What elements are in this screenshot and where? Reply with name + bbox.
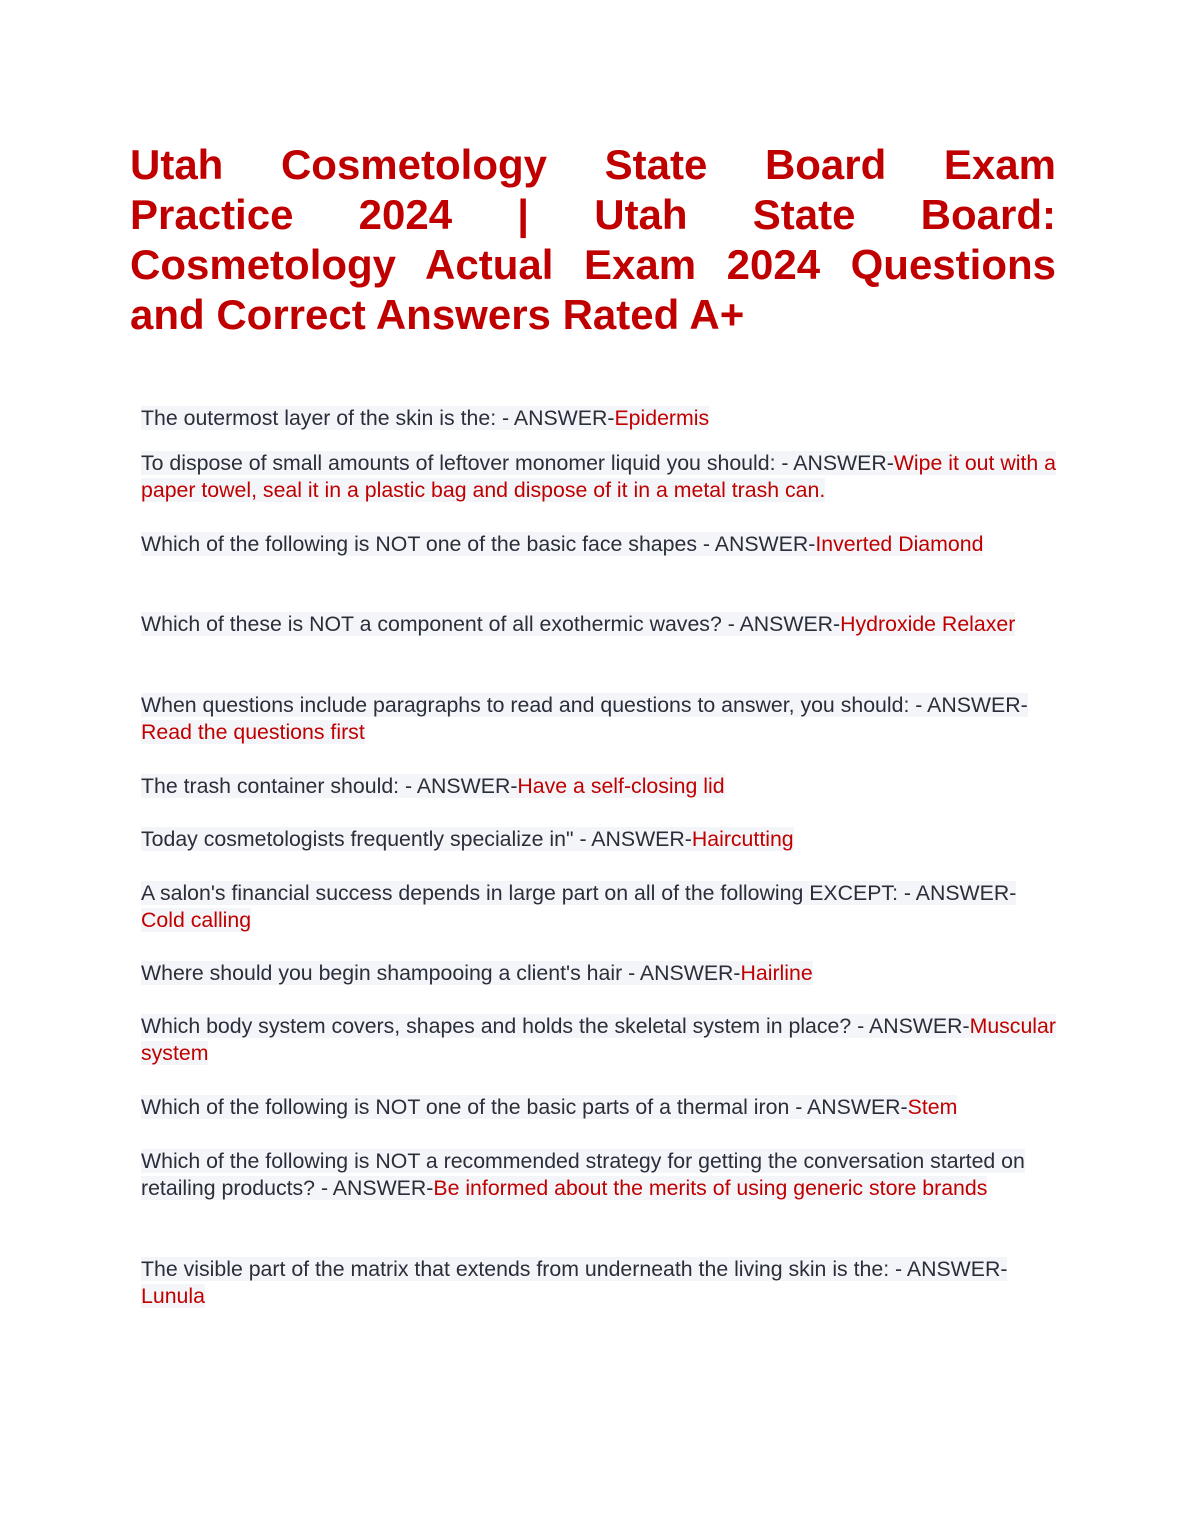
answer-text: Haircutting	[691, 827, 794, 851]
qa-highlight	[141, 612, 1015, 636]
qa-item	[141, 1094, 1056, 1121]
qa-item	[141, 773, 1056, 800]
answer-prefix: ANSWER-	[927, 693, 1028, 717]
answer-text: Read the questions first	[141, 720, 365, 745]
answer-prefix: ANSWER-	[793, 451, 894, 475]
question-text: Which body system covers, shapes and holds the skeletal system in place? -	[141, 1014, 869, 1038]
answer-text: Have a self-closing lid	[517, 774, 725, 798]
qa-item	[141, 692, 1056, 747]
qa-item	[141, 405, 1056, 432]
answer-prefix: ANSWER-	[739, 612, 841, 636]
title-line: and Correct Answers Rated A+	[130, 291, 745, 338]
answer-prefix: ANSWER-	[639, 961, 741, 985]
answer-text: Cold calling	[141, 908, 252, 933]
qa-highlight	[141, 881, 1016, 932]
answer-prefix: ANSWER-	[807, 1095, 908, 1119]
qa-highlight	[141, 1257, 1007, 1308]
question-text: Which of these is NOT a component of all exothermic waves? -	[141, 612, 740, 636]
answer-text: Stem	[907, 1095, 958, 1119]
question-text: The visible part of the matrix that extends from underneath the living skin is the: -	[141, 1257, 907, 1281]
answer-prefix: ANSWER-	[869, 1014, 970, 1038]
question-text: Where should you begin shampooing a client's hair -	[141, 961, 640, 985]
qa-item	[141, 960, 1056, 987]
qa-highlight	[141, 451, 1056, 502]
question-text: Which of the following is NOT one of the basic parts of a thermal iron -	[141, 1095, 808, 1119]
answer-prefix: ANSWER-	[915, 881, 1017, 905]
qa-item	[141, 531, 1056, 558]
qa-item	[141, 611, 1056, 638]
answer-prefix: ANSWER-	[513, 406, 615, 430]
title-line: Practice 2024 | Utah State Board:	[130, 191, 1056, 238]
question-text: Which of the following is NOT one of the basic face shapes -	[141, 532, 715, 556]
qa-highlight	[141, 693, 1028, 744]
answer-text: Epidermis	[614, 406, 710, 430]
title-line: Cosmetology Actual Exam 2024 Questions	[130, 241, 1056, 288]
answer-prefix: ANSWER-	[332, 1176, 434, 1201]
question-text: The outermost layer of the skin is the: -	[141, 406, 514, 430]
qa-highlight	[141, 827, 794, 851]
answer-prefix: ANSWER-	[714, 532, 816, 556]
answer-text: Hairline	[740, 961, 813, 985]
qa-highlight	[141, 1149, 1025, 1200]
qa-item	[141, 1013, 1056, 1068]
answer-prefix: ANSWER-	[416, 774, 518, 798]
answer-text: Muscular system	[141, 1014, 1056, 1066]
qa-item	[141, 880, 1056, 935]
answer-text: Be informed about the merits of using generic store brands	[433, 1176, 988, 1201]
answer-prefix: ANSWER-	[906, 1257, 1008, 1281]
qa-highlight	[141, 1014, 1056, 1065]
answer-text: Wipe it out with a paper towel, seal it in a plastic bag and dispose of it in a metal trash can.	[141, 451, 1056, 503]
question-text: A salon's financial success depends in large part on all of the following EXCEPT: -	[141, 881, 916, 905]
qa-highlight	[141, 406, 709, 430]
qa-highlight	[141, 774, 725, 798]
question-text: When questions include paragraphs to read and questions to answer, you should: -	[141, 693, 928, 717]
answer-prefix: ANSWER-	[591, 827, 692, 851]
answer-text: Lunula	[141, 1284, 205, 1309]
qa-item	[141, 1148, 1056, 1203]
qa-item	[141, 826, 1056, 853]
qa-item	[141, 1256, 1056, 1311]
qa-highlight	[141, 1095, 957, 1119]
question-text: Today cosmetologists frequently specialize in" -	[141, 827, 592, 851]
qa-item	[141, 450, 1056, 505]
title-line: Utah Cosmetology State Board Exam	[130, 141, 1056, 188]
answer-text: Inverted Diamond	[815, 532, 984, 556]
answer-text: Hydroxide Relaxer	[840, 612, 1016, 636]
qa-highlight	[141, 532, 983, 556]
question-text: To dispose of small amounts of leftover monomer liquid you should: -	[141, 451, 794, 475]
document-title	[130, 140, 1056, 340]
qa-highlight	[141, 961, 813, 985]
question-text: Which of the following is NOT a recommended strategy for getting the conversation started on retailing products? -	[141, 1149, 1025, 1201]
question-text: The trash container should: -	[141, 774, 417, 798]
